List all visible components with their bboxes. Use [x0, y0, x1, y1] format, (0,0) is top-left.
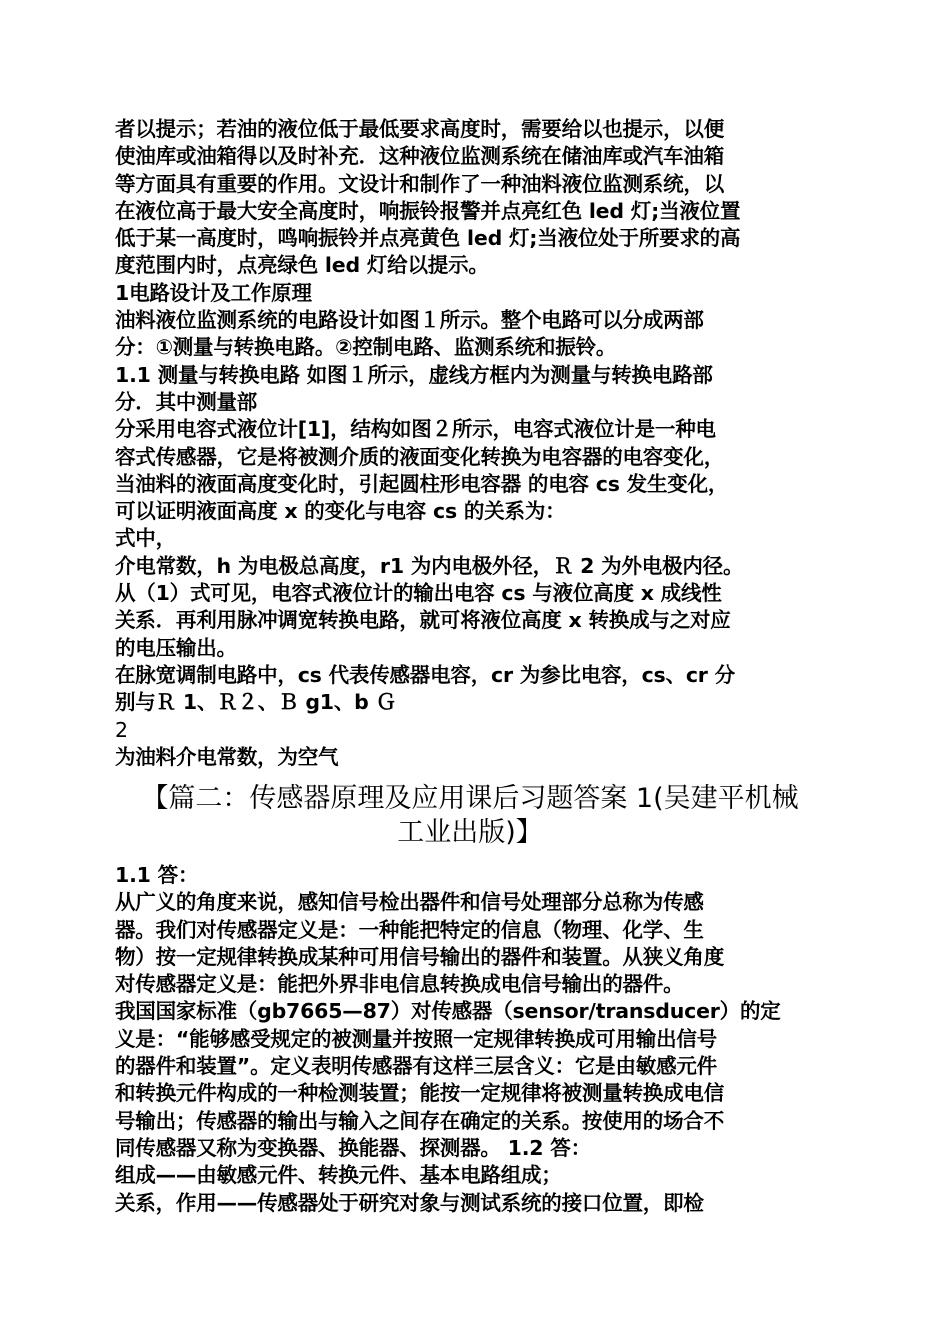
intro-line: 等方面具有重要的作用。文设计和制作了一种油料液位监测系统，以 [115, 171, 724, 196]
standard-line: 的器件和装置”。定义表明传感器有这样三层含义：它是由敏感元件 [115, 1054, 717, 1079]
definition-line: 器。我们对传感器定义是：一种能把特定的信息（物理、化学、生 [115, 917, 704, 942]
answer-label: 1.1 答： [115, 863, 199, 887]
subsection-line: 分．其中测量部 [115, 389, 258, 414]
section-title: 1电路设计及工作原理 [115, 280, 312, 305]
heading-line: 工业出版)】 [397, 817, 543, 848]
pwm-line: 2 [115, 717, 128, 742]
overview-line: 油料液位监测系统的电路设计如图１所示。整个电路可以分成两部 [115, 308, 704, 333]
param-line: 的电压输出。 [115, 635, 237, 660]
intro-line: 低于某一高度时，鸣响振铃并点亮黄色 led 灯;当液位处于所要求的高 [115, 226, 741, 251]
standard-line: 号输出；传感器的输出与输入之间存在确定的关系。按使用的场合不 [115, 1108, 724, 1133]
param-line: 从（1）式可见，电容式液位计的输出电容 cs 与液位高度 x 成线性 [115, 581, 722, 606]
relation-line: 关系，作用——传感器处于研究对象与测试系统的接口位置，即检 [115, 1190, 704, 1215]
intro-line: 使油库或油箱得以及时补充．这种液位监测系统在储油库或汽车油箱 [115, 144, 724, 169]
standard-line: 和转换元件构成的一种检测装置；能按一定规律将被测量转换成电信 [115, 1081, 724, 1106]
intro-line: 在液位高于最大安全高度时，响振铃报警并点亮红色 led 灯;当液位置 [115, 198, 741, 223]
answer-paragraph [115, 862, 833, 1217]
intro-paragraph [115, 116, 833, 771]
intro-line: 者以提示；若油的液位低于最低要求高度时，需要给以也提示，以便 [115, 117, 724, 141]
subsection-line: 1.1 测量与转换电路 如图１所示，虚线方框内为测量与转换电路部 [115, 362, 713, 387]
param-line: 介电常数，h 为电极总高度，r1 为内电极外径，Ｒ 2 为外电极内径。 [115, 553, 744, 578]
sensor-line: 当油料的液面高度变化时，引起圆柱形电容器 的电容 cs 发生变化， [115, 471, 729, 496]
pwm-line: 别与Ｒ 1、Ｒ２、Ｂ g1、b Ｇ [115, 690, 396, 715]
param-line: 关系．再利用脉冲调宽转换电路，就可将液位高度 x 转换成与之对应 [115, 608, 731, 633]
section2-heading [100, 782, 840, 850]
heading-line: 【篇二：传感器原理及应用课后习题答案 1(吴建平机械 [141, 783, 799, 814]
sensor-line: 容式传感器，它是将被测介质的液面变化转换为电容器的电容变化， [115, 444, 724, 469]
definition-line: 从广义的角度来说，感知信号检出器件和信号处理部分总称为传感 [115, 890, 704, 915]
standard-line: 同传感器又称为变换器、换能器、探测器。 1.2 答： [115, 1135, 591, 1160]
overview-line: 分：①测量与转换电路。②控制电路、监测系统和振铃。 [115, 335, 617, 360]
pwm-line: 在脉宽调制电路中，cs 代表传感器电容，cr 为参比电容，cs、cr 分 [115, 662, 735, 687]
intro-line: 度范围内时，点亮绿色 led 灯给以提示。 [115, 253, 489, 278]
sensor-line: 可以证明液面高度 x 的变化与电容 cs 的关系为： [115, 499, 566, 524]
sensor-line: 分采用电容式液位计[1]，结构如图２所示，电容式液位计是一种电 [115, 417, 716, 442]
definition-line: 对传感器定义是：能把外界非电信息转换成电信号输出的器件。 [115, 972, 684, 997]
standard-line: 义是：“能够感受规定的被测量并按照一定规律转换成可用输出信号 [115, 1026, 717, 1051]
pwm-line: 为油料介电常数，为空气 [115, 744, 339, 769]
composition-line: 组成——由敏感元件、转换元件、基本电路组成； [115, 1163, 562, 1188]
standard-line: 我国国家标准（gb7665—87）对传感器（sensor/transducer）的定 [115, 999, 781, 1024]
formula-note: 式中， [115, 526, 176, 551]
definition-line: 物）按一定规律转换成某种可用信号输出的器件和装置。从狭义角度 [115, 944, 724, 969]
